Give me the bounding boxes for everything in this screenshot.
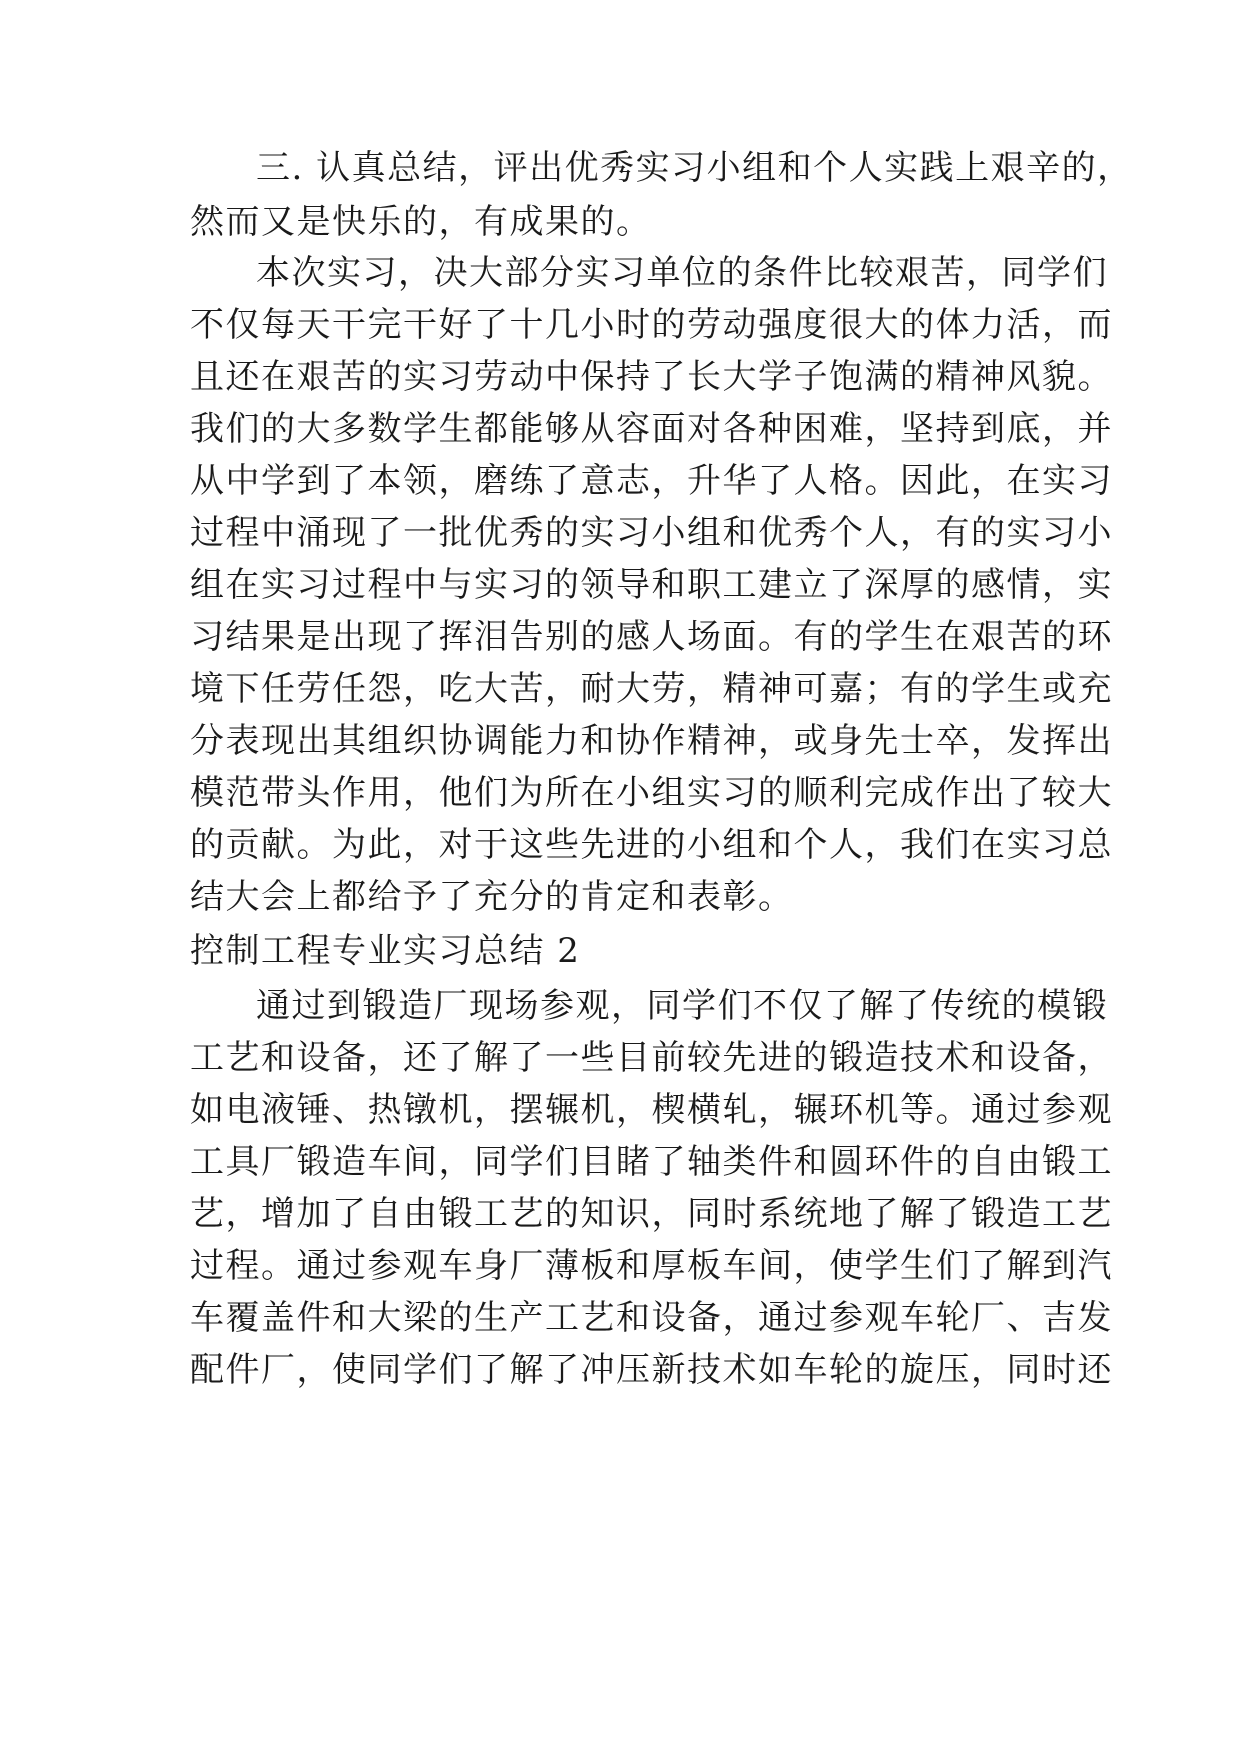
paragraph-2-line-12: 的贡献。为此，对于这些先进的小组和个人，我们在实习总	[190, 825, 1113, 865]
paragraph-2-line-7: 组在实习过程中与实习的领导和职工建立了深厚的感情，实	[190, 565, 1113, 605]
paragraph-3-line-2: 工艺和设备，还了解了一些目前较先进的锻造技术和设备，	[190, 1038, 1113, 1078]
paragraph-2-line-9: 境下任劳任怨，吃大苦，耐大劳，精神可嘉；有的学生或充	[190, 669, 1113, 709]
paragraph-2-line-11: 模范带头作用，他们为所在小组实习的顺利完成作出了较大	[190, 773, 1113, 813]
paragraph-1-line-1: 三. 认真总结，评出优秀实习小组和个人实践上艰辛的，	[256, 148, 1133, 188]
paragraph-3-line-4: 工具厂锻造车间，同学们目睹了轴类件和圆环件的自由锻工	[190, 1142, 1113, 1182]
paragraph-3-line-7: 车覆盖件和大梁的生产工艺和设备，通过参观车轮厂、吉发	[190, 1298, 1113, 1338]
paragraph-3-line-1: 通过到锻造厂现场参观，同学们不仅了解了传统的模锻	[256, 986, 1108, 1026]
paragraph-1-line-2: 然而又是快乐的，有成果的。	[190, 202, 652, 242]
paragraph-2-line-8: 习结果是出现了挥泪告别的感人场面。有的学生在艰苦的环	[190, 617, 1113, 657]
paragraph-3-line-8: 配件厂，使同学们了解了冲压新技术如车轮的旋压，同时还	[190, 1350, 1113, 1390]
paragraph-2-line-2: 不仅每天干完干好了十几小时的劳动强度很大的体力活，而	[190, 305, 1113, 345]
paragraph-2-line-10: 分表现出其组织协调能力和协作精神，或身先士卒，发挥出	[190, 721, 1113, 761]
paragraph-2-line-3: 且还在艰苦的实习劳动中保持了长大学子饱满的精神风貌。	[190, 357, 1113, 397]
paragraph-2-line-4: 我们的大多数学生都能够从容面对各种困难，坚持到底，并	[190, 409, 1113, 449]
paragraph-2-line-5: 从中学到了本领，磨练了意志，升华了人格。因此，在实习	[190, 461, 1113, 501]
paragraph-3-line-6: 过程。通过参观车身厂薄板和厚板车间，使学生们了解到汽	[190, 1246, 1113, 1286]
section-heading: 控制工程专业实习总结 2	[190, 931, 581, 971]
paragraph-2-line-6: 过程中涌现了一批优秀的实习小组和优秀个人，有的实习小	[190, 513, 1113, 553]
paragraph-3-line-5: 艺，增加了自由锻工艺的知识，同时系统地了解了锻造工艺	[190, 1194, 1113, 1234]
paragraph-3-line-3: 如电液锤、热镦机，摆辗机，楔横轧，辗环机等。通过参观	[190, 1090, 1113, 1130]
paragraph-2-line-13: 结大会上都给予了充分的肯定和表彰。	[190, 877, 794, 917]
paragraph-2-line-1: 本次实习，决大部分实习单位的条件比较艰苦，同学们	[256, 253, 1108, 293]
